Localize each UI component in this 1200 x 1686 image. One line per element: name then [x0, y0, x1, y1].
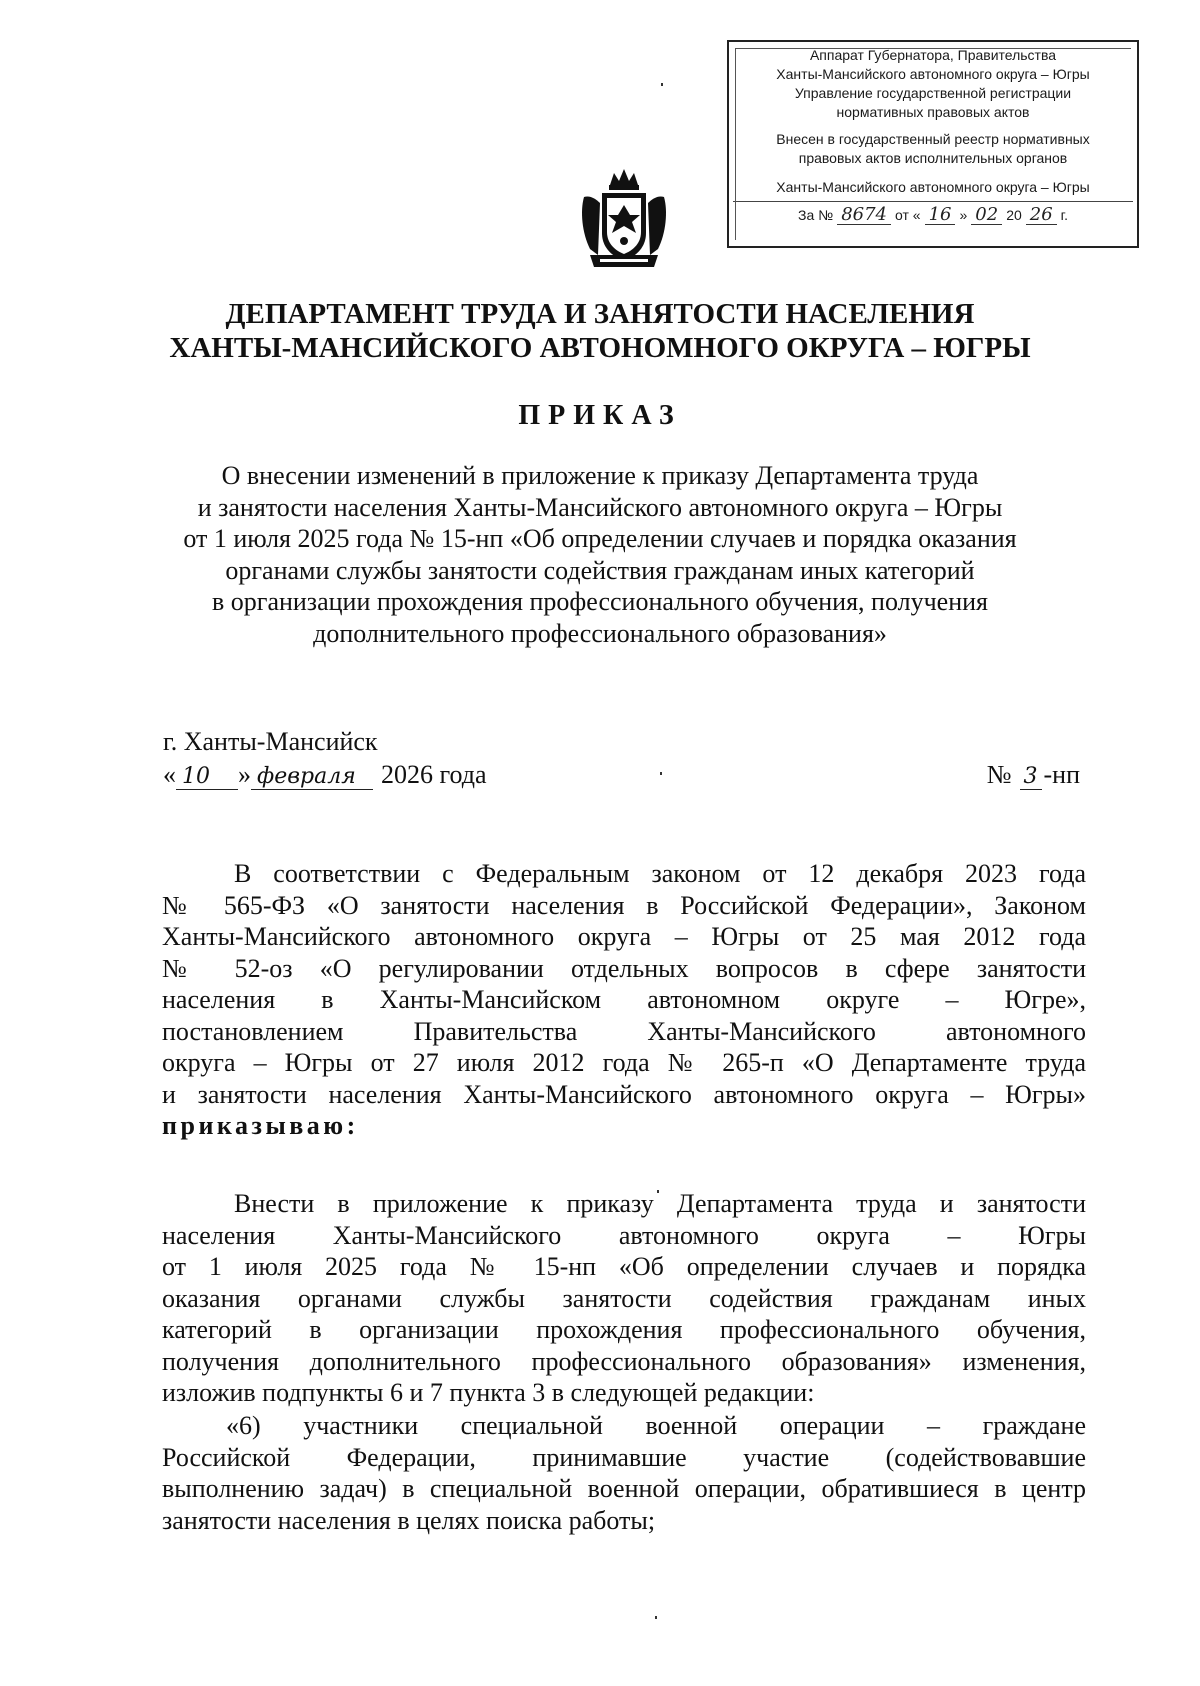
stamp-org-line: Управление государственной регистрации [794, 85, 1072, 101]
preamble-paragraph [162, 858, 1086, 1142]
stamp-region-line: Ханты-Мансийского автономного округа – Югры [776, 179, 1090, 195]
order-word: приказываю: [162, 1111, 359, 1140]
stamp-org-line: Аппарат Губернатора, Правительства [809, 47, 1057, 63]
paragraph-line: категорий в организации прохождения профессионального обучения, [162, 1315, 1086, 1344]
stamp-inner-frame [735, 48, 1131, 240]
place-of-issue: г. Ханты-Мансийск [163, 727, 378, 756]
stamp-org-line: Ханты-Мансийского автономного округа – Югры [776, 66, 1090, 82]
paragraph-line: оказания органами службы занятости содействия гражданам иных [162, 1283, 1086, 1313]
stamp-reg-year-suffix: г. [1060, 207, 1068, 223]
order-number [987, 760, 1080, 790]
paragraph-line: населения в Ханты-Мансийском автономном округе – Югре», [162, 985, 1086, 1014]
paragraph-line: от 1 июля 2025 года № 15-нп «Об определении случаев и порядка [162, 1252, 1086, 1281]
amendment-paragraph [162, 1188, 1086, 1409]
number-value: 3 [1020, 764, 1042, 790]
stamp-reg-year: 26 [1026, 206, 1057, 225]
subitem-6-paragraph [162, 1410, 1086, 1536]
paragraph-line: постановлением Правительства Ханты-Мансийского автономного [162, 1016, 1086, 1046]
order-date [163, 760, 487, 790]
scan-speck [655, 1616, 657, 1619]
subject-line: и занятости населения Ханты-Мансийского автономного округа – Югры [197, 492, 1003, 522]
paragraph-line: «6) участники специальной военной операции – граждане [226, 1411, 1086, 1440]
stamp-reg-from: от « [895, 207, 921, 223]
stamp-reg-day-close: » [959, 207, 968, 223]
paragraph-line: Ханты-Мансийского автономного округа – Югры от 25 мая 2012 года [162, 922, 1086, 951]
subject-line: дополнительного профессионального образования» [313, 618, 887, 648]
paragraph-line: населения Ханты-Мансийского автономного округа – Югры [162, 1220, 1086, 1250]
date-close-quote: » [238, 760, 251, 789]
paragraph-line: получения дополнительного профессионального образования» изменения, [162, 1346, 1086, 1376]
order-title: ПРИКАЗ [518, 400, 682, 431]
number-prefix: № [986, 760, 1012, 789]
stamp-registry-line: Внесен в государственный реестр нормативных [776, 131, 1090, 147]
department-heading-line: ХАНТЫ-МАНСИЙСКОГО АВТОНОМНОГО ОКРУГА – ЮГРЫ [169, 332, 1031, 364]
number-suffix: -нп [1043, 760, 1080, 789]
paragraph-line: занятости населения в целях поиска работы; [162, 1505, 656, 1535]
stamp-reg-day: 16 [925, 206, 956, 225]
stamp-registry-line: правовых актов исполнительных органов [798, 150, 1068, 166]
scan-speck [660, 772, 662, 775]
order-subject [150, 460, 1050, 649]
registration-stamp [727, 40, 1139, 248]
paragraph-line: № 565-ФЗ «О занятости населения в Российской Федерации», Законом [162, 890, 1086, 920]
scan-speck [661, 83, 663, 86]
stamp-reg-number: 8674 [837, 206, 891, 225]
subject-line: О внесении изменений в приложение к приказу Департамента труда [221, 461, 979, 490]
department-heading [0, 297, 1200, 365]
stamp-reg-month: 02 [971, 206, 1002, 225]
paragraph-line: изложив подпункты 6 и 7 пункта 3 в следующей редакции: [162, 1378, 815, 1407]
coat-of-arms-emblem-icon [576, 163, 672, 271]
paragraph-line: № 52-оз «О регулировании отдельных вопросов в сфере занятости [162, 953, 1086, 983]
paragraph-line: округа – Югры от 27 июля 2012 года № 265-п «О Департаменте труда [162, 1048, 1086, 1077]
subject-line: от 1 июля 2025 года № 15-нп «Об определении случаев и порядка оказания [183, 524, 1017, 553]
subject-line: в организации прохождения профессионального обучения, получения [212, 587, 988, 616]
department-heading-line: ДЕПАРТАМЕНТ ТРУДА И ЗАНЯТОСТИ НАСЕЛЕНИЯ [225, 298, 975, 330]
stamp-reg-year-prefix: 20 [1006, 207, 1022, 223]
date-day: 10 [176, 764, 238, 790]
paragraph-line: выполнению задач) в специальной военной операции, обратившиеся в центр [162, 1474, 1086, 1503]
stamp-org-line: нормативных правовых актов [836, 104, 1030, 120]
subject-line: органами службы занятости содействия гражданам иных категорий [225, 555, 975, 585]
paragraph-line: и занятости населения Ханты-Мансийского автономного округа – Югры» [162, 1079, 1086, 1109]
date-open-quote: « [163, 760, 176, 789]
date-year: 2026 года [381, 760, 487, 789]
paragraph-line: Российской Федерации, принимавшие участие (содействовавшие [162, 1442, 1086, 1472]
paragraph-line: Внести в приложение к приказу Департамента труда и занятости [234, 1189, 1086, 1218]
paragraph-line: В соответствии с Федеральным законом от 12 декабря 2023 года [234, 859, 1086, 888]
date-month: февраля [251, 764, 373, 790]
stamp-reg-prefix: За № [798, 207, 834, 223]
